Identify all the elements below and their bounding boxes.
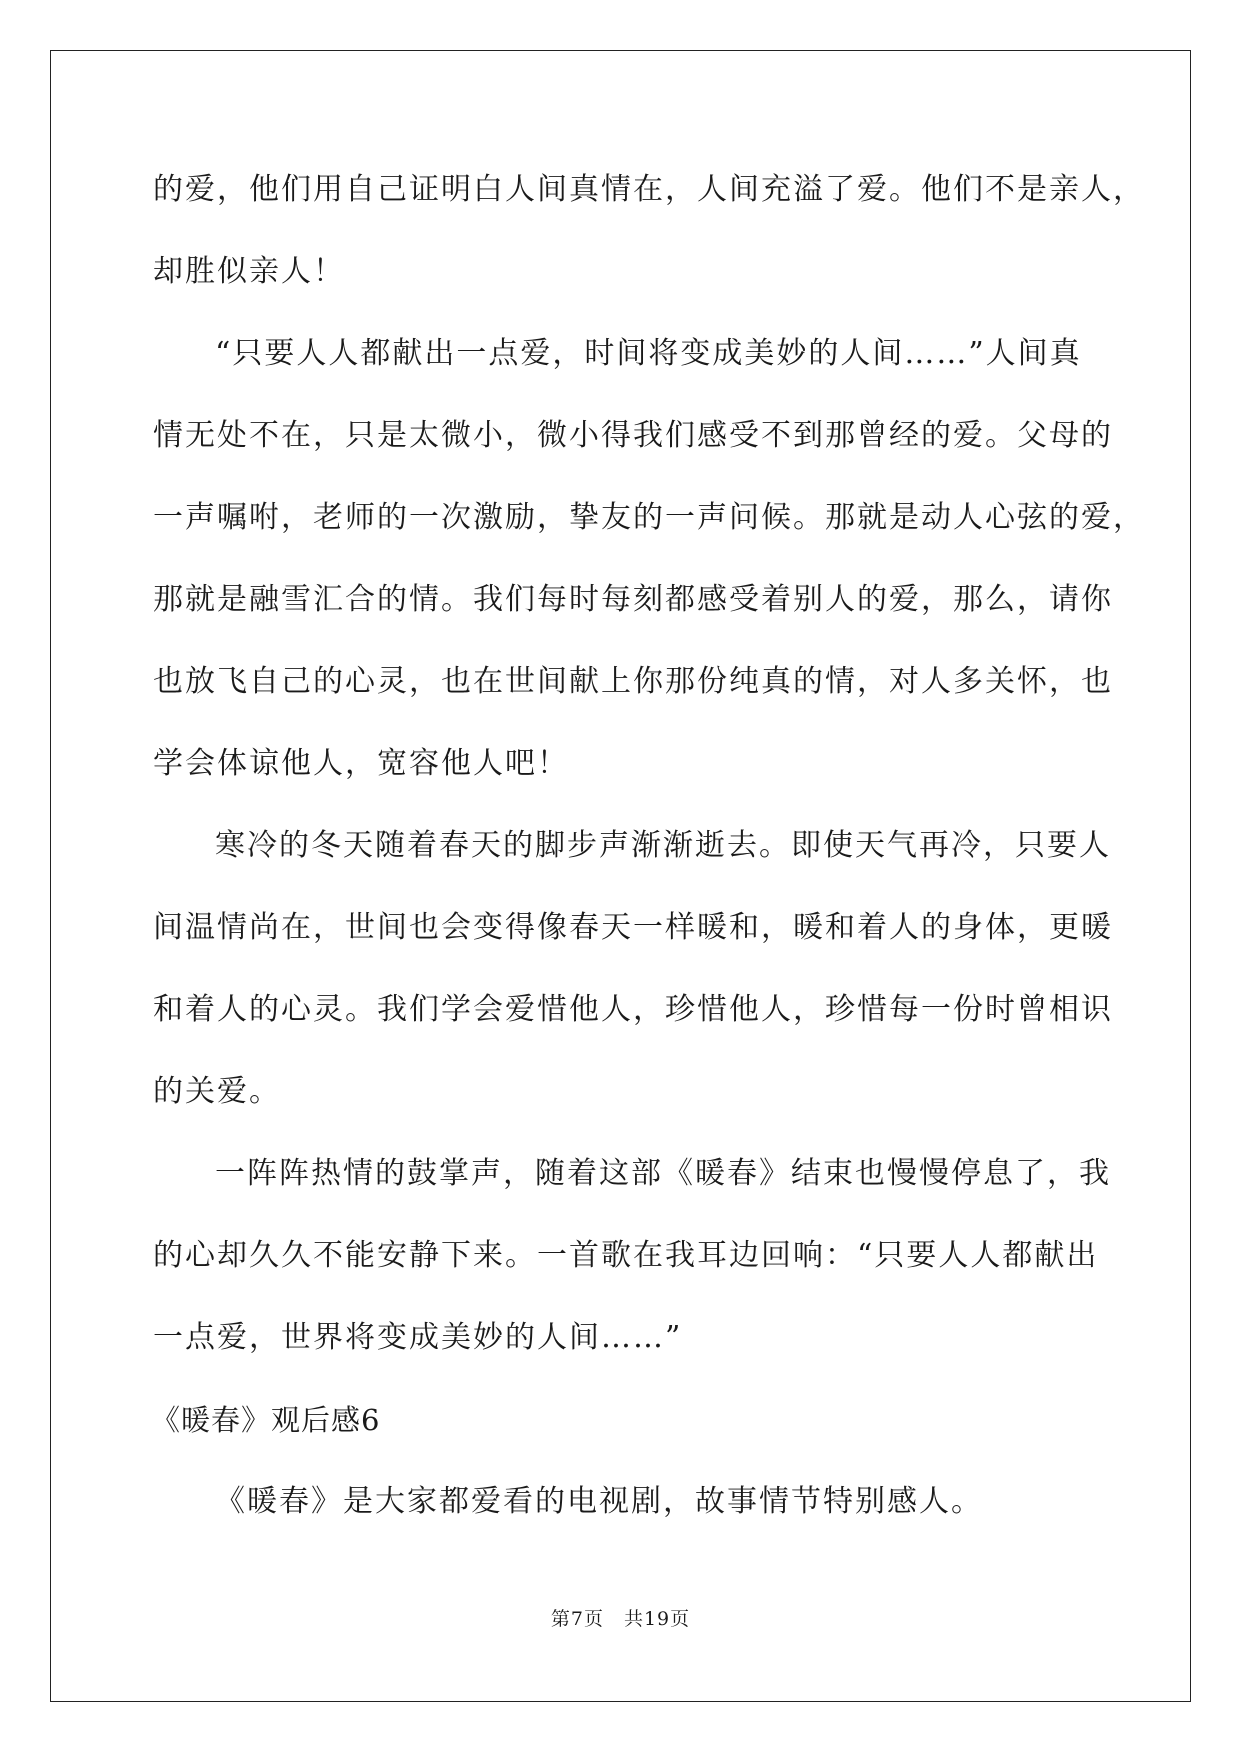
text-line: 的关爱。 — [153, 1074, 281, 1109]
page-number-footer: 第7页 共19页 — [550, 1608, 691, 1630]
text-line: 和着人的心灵。我们学会爱惜他人，珍惜他人，珍惜每一份时曾相识 — [153, 992, 1113, 1027]
text-line: 的爱，他们用自己证明白人间真情在，人间充溢了爱。他们不是亲人， — [153, 172, 1145, 207]
text-line: 一阵阵热情的鼓掌声，随着这部《暖春》结束也慢慢停息了，我 — [215, 1156, 1111, 1191]
text-line: 一点爱，世界将变成美妙的人间……” — [153, 1320, 683, 1355]
section-heading: 《暖春》观后感6 — [151, 1403, 381, 1437]
paragraph — [153, 816, 1113, 1144]
text-line: 那就是融雪汇合的情。我们每时每刻都感受着别人的爱，那么，请你 — [153, 582, 1113, 617]
text-line: 一声嘱咐，老师的一次激励，挚友的一声问候。那就是动人心弦的爱， — [153, 500, 1145, 535]
text-line: 情无处不在，只是太微小，微小得我们感受不到那曾经的爱。父母的 — [153, 418, 1113, 453]
paragraph — [153, 1144, 1111, 1390]
text-line: 的心却久久不能安静下来。一首歌在我耳边回响：“只要人人都献出 — [153, 1238, 1099, 1273]
document-body — [151, 160, 1145, 1554]
paragraph — [153, 160, 1145, 324]
paragraph — [153, 324, 1145, 816]
text-line: “只要人人都献出一点爱，时间将变成美妙的人间……”人间真 — [215, 336, 1082, 371]
text-line: 间温情尚在，世间也会变得像春天一样暖和，暖和着人的身体，更暖 — [153, 910, 1113, 945]
text-line: 寒冷的冬天随着春天的脚步声渐渐逝去。即使天气再冷，只要人 — [215, 828, 1111, 863]
text-line: 学会体谅他人，宽容他人吧！ — [153, 746, 569, 781]
text-line: 却胜似亲人！ — [153, 254, 345, 289]
text-line: 《暖春》是大家都爱看的电视剧，故事情节特别感人。 — [215, 1484, 983, 1519]
text-line: 也放飞自己的心灵，也在世间献上你那份纯真的情，对人多关怀，也 — [153, 664, 1113, 699]
